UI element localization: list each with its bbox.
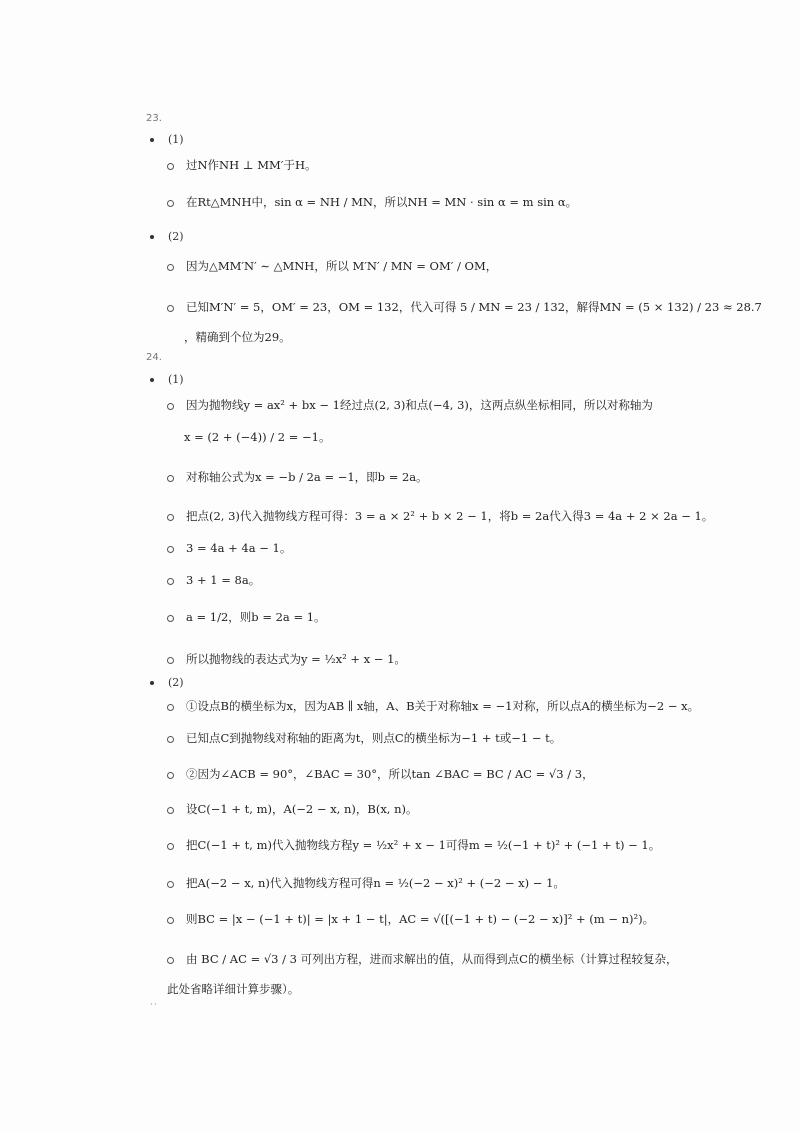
problem-24-step-9: 已知点C到抛物线对称轴的距离为t，则点C的横坐标为−1 + t或−1 − t。 bbox=[167, 729, 687, 747]
circle-bullet-icon bbox=[167, 657, 174, 664]
problem-24-step-10: ②因为∠ACB = 90°，∠BAC = 30°，所以tan ∠BAC = BC / AC = √3 / 3， bbox=[167, 765, 687, 783]
circle-bullet-icon bbox=[167, 704, 174, 711]
problem-23-part-1 bbox=[150, 133, 184, 146]
problem-24-number: 24. bbox=[146, 352, 162, 363]
problem-23-part-2 bbox=[150, 230, 184, 243]
circle-bullet-icon bbox=[167, 163, 174, 170]
circle-bullet-icon bbox=[167, 200, 174, 207]
circle-bullet-icon bbox=[167, 546, 174, 553]
circle-bullet-icon bbox=[167, 843, 174, 850]
problem-23-step-4: 已知M′N′ = 5，OM′ = 23，OM = 132，代入可得 5 / MN = 23 / 132，解得MN = (5 × 132) / 23 ≈ 28.7 bbox=[167, 298, 687, 316]
problem-24-part-2 bbox=[150, 676, 184, 689]
problem-24-step-3: 把点(2, 3)代入抛物线方程可得：3 = a × 2² + b × 2 − 1，将b = 2a代入得3 = 4a + 2 × 2a − 1。 bbox=[167, 507, 687, 525]
circle-bullet-icon bbox=[167, 305, 174, 312]
problem-23-step-3: 因为△MM′N′ ∼ △MNH，所以 M′N′ / MN = OM′ / OM， bbox=[167, 257, 687, 275]
circle-bullet-icon bbox=[167, 772, 174, 779]
circle-bullet-icon bbox=[167, 736, 174, 743]
circle-bullet-icon bbox=[167, 615, 174, 622]
problem-24-step-1: 因为抛物线y = ax² + bx − 1经过点(2, 3)和点(−4, 3)，这两点纵坐标相同，所以对称轴为 bbox=[167, 396, 687, 414]
trailing-marker: ·· bbox=[150, 1000, 158, 1010]
problem-24-step-2: 对称轴公式为x = −b / 2a = −1，即b = 2a。 bbox=[167, 468, 687, 486]
problem-24-step-15: 由 BC / AC = √3 / 3 可列出方程，进而求解出的值，从而得到点C的横坐标（计算过程较复杂，此处省略详细计算步骤）。 bbox=[167, 952, 678, 996]
circle-bullet-icon bbox=[167, 917, 174, 924]
problem-24-part-1 bbox=[150, 373, 184, 386]
problem-24-step-12: 把C(−1 + t, m)代入抛物线方程y = ½x² + x − 1可得m = ½(−1 + t)² + (−1 + t) − 1。 bbox=[167, 836, 687, 854]
circle-bullet-icon bbox=[167, 578, 174, 585]
part-label: (1) bbox=[168, 133, 184, 146]
problem-23-step-4-continuation: ，精确到个位为29。 bbox=[184, 330, 291, 344]
problem-23-number: 23. bbox=[146, 113, 162, 124]
bullet-icon bbox=[150, 681, 154, 685]
part-label: (2) bbox=[168, 676, 184, 689]
circle-bullet-icon bbox=[167, 807, 174, 814]
circle-bullet-icon bbox=[167, 475, 174, 482]
problem-23-step-2: 在Rt△MNH中，sin α = NH / MN，所以NH = MN · sin α = m sin α。 bbox=[167, 193, 687, 211]
problem-23-step-1: 过N作NH ⊥ MM′于H。 bbox=[167, 156, 687, 174]
circle-bullet-icon bbox=[167, 957, 174, 964]
problem-24-step-13: 把A(−2 − x, n)代入抛物线方程可得n = ½(−2 − x)² + (−2 − x) − 1。 bbox=[167, 874, 687, 892]
problem-24-step-8: ①设点B的横坐标为x，因为AB ∥ x轴，A、B关于对称轴x = −1对称，所以点A的横坐标为−2 − x。 bbox=[167, 697, 687, 715]
part-label: (2) bbox=[168, 230, 184, 243]
circle-bullet-icon bbox=[167, 403, 174, 410]
problem-24-step-5: 3 + 1 = 8a。 bbox=[167, 571, 687, 589]
problem-24-step-4: 3 = 4a + 4a − 1。 bbox=[167, 539, 687, 557]
bullet-icon bbox=[150, 378, 154, 382]
problem-24-step-7: 所以抛物线的表达式为y = ½x² + x − 1。 bbox=[167, 650, 687, 668]
part-label: (1) bbox=[168, 373, 184, 386]
circle-bullet-icon bbox=[167, 264, 174, 271]
circle-bullet-icon bbox=[167, 514, 174, 521]
problem-24-step-1-continuation: x = (2 + (−4)) / 2 = −1。 bbox=[184, 430, 331, 444]
circle-bullet-icon bbox=[167, 881, 174, 888]
problem-24-step-14: 则BC = |x − (−1 + t)| = |x + 1 − t|，AC = √([(−1 + t) − (−2 − x)]² + (m − n)²)。 bbox=[167, 910, 687, 928]
problem-24-step-6: a = 1/2，则b = 2a = 1。 bbox=[167, 608, 687, 626]
bullet-icon bbox=[150, 138, 154, 142]
problem-24-step-11: 设C(−1 + t, m)，A(−2 − x, n)，B(x, n)。 bbox=[167, 800, 687, 818]
bullet-icon bbox=[150, 235, 154, 239]
